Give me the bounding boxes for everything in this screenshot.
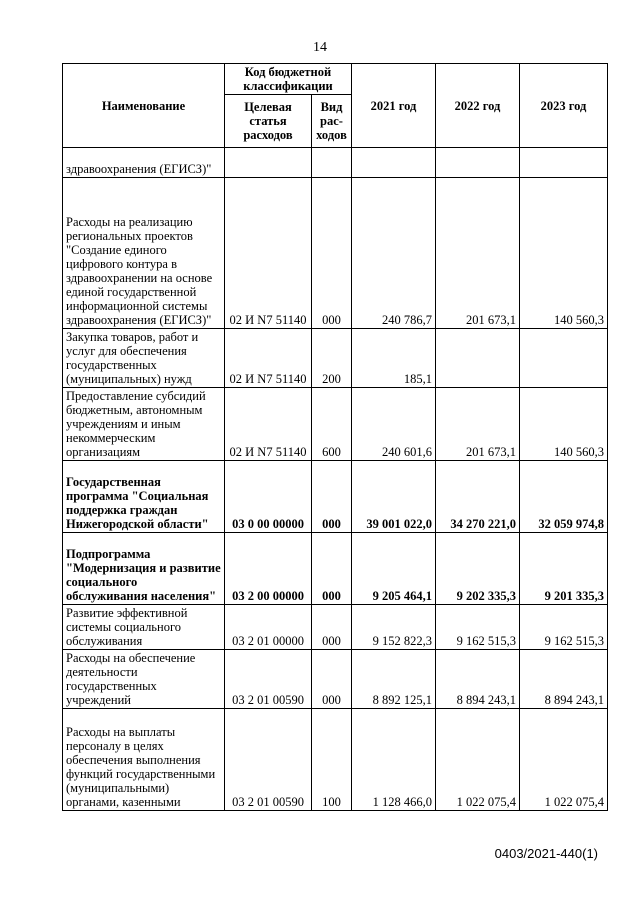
row-value-2022: 9 202 335,3 [436, 533, 520, 605]
row-expense-type: 000 [312, 605, 352, 650]
row-value-2022: 8 894 243,1 [436, 650, 520, 709]
row-name: Предоставление субсидий бюджетным, автономным учреждениям и иным некоммерческим организациям [63, 388, 225, 461]
row-value-2021: 240 786,7 [352, 178, 436, 329]
table-header [63, 64, 608, 148]
row-value-2021: 1 128 466,0 [352, 709, 436, 811]
row-value-2022 [436, 148, 520, 178]
row-value-2023: 9 162 515,3 [520, 605, 608, 650]
row-value-2021: 8 892 125,1 [352, 650, 436, 709]
row-target-article [225, 148, 312, 178]
header-2023: 2023 год [520, 64, 608, 148]
row-value-2022: 9 162 515,3 [436, 605, 520, 650]
header-2022: 2022 год [436, 64, 520, 148]
row-value-2022: 201 673,1 [436, 178, 520, 329]
row-target-article: 03 2 01 00590 [225, 709, 312, 811]
row-target-article: 03 2 00 00000 [225, 533, 312, 605]
row-value-2023: 8 894 243,1 [520, 650, 608, 709]
row-value-2023 [520, 148, 608, 178]
header-expense-type: Вид рас-ходов [312, 95, 352, 148]
row-expense-type: 600 [312, 388, 352, 461]
row-expense-type: 000 [312, 650, 352, 709]
row-value-2022: 201 673,1 [436, 388, 520, 461]
row-target-article: 02 И N7 51140 [225, 178, 312, 329]
header-name: Наименование [63, 64, 225, 148]
page-number: 14 [313, 40, 327, 55]
row-value-2021: 9 152 822,3 [352, 605, 436, 650]
header-kbk: Код бюджетной классификации [225, 64, 352, 95]
row-value-2021: 185,1 [352, 329, 436, 388]
table-row [63, 650, 608, 709]
row-value-2023: 1 022 075,4 [520, 709, 608, 811]
row-name: Подпрограмма "Модернизация и развитие социального обслуживания населения" [63, 533, 225, 605]
row-expense-type: 100 [312, 709, 352, 811]
row-value-2023: 140 560,3 [520, 178, 608, 329]
table-row [63, 388, 608, 461]
row-value-2022 [436, 329, 520, 388]
row-name: Расходы на обеспечение деятельности государственных учреждений [63, 650, 225, 709]
row-value-2021: 39 001 022,0 [352, 461, 436, 533]
table-row [63, 178, 608, 329]
row-expense-type: 000 [312, 461, 352, 533]
table-body [63, 148, 608, 811]
row-target-article: 03 0 00 00000 [225, 461, 312, 533]
row-value-2023: 9 201 335,3 [520, 533, 608, 605]
table-row [63, 329, 608, 388]
row-name: Развитие эффективной системы социального обслуживания [63, 605, 225, 650]
row-value-2023: 140 560,3 [520, 388, 608, 461]
row-value-2021 [352, 148, 436, 178]
row-value-2021: 240 601,6 [352, 388, 436, 461]
row-expense-type: 200 [312, 329, 352, 388]
row-target-article: 03 2 01 00590 [225, 650, 312, 709]
table-row [63, 461, 608, 533]
row-name: Государственная программа "Социальная поддержка граждан Нижегородской области" [63, 461, 225, 533]
row-value-2021: 9 205 464,1 [352, 533, 436, 605]
document-code: 0403/2021-440(1) [494, 846, 598, 861]
row-name: здравоохранения (ЕГИСЗ)" [63, 148, 225, 178]
row-name: Расходы на реализацию региональных проектов "Создание единого цифрового контура в здравоохранении на основе единой государственной информационной системы здравоохранения (ЕГИСЗ)" [63, 178, 225, 329]
row-target-article: 02 И N7 51140 [225, 388, 312, 461]
row-target-article: 03 2 01 00000 [225, 605, 312, 650]
row-value-2022: 1 022 075,4 [436, 709, 520, 811]
table-row [63, 709, 608, 811]
row-value-2023 [520, 329, 608, 388]
table-row [63, 533, 608, 605]
row-target-article: 02 И N7 51140 [225, 329, 312, 388]
row-name: Расходы на выплаты персоналу в целях обеспечения выполнения функций государственными (муниципальными) органами, казенными [63, 709, 225, 811]
row-expense-type: 000 [312, 178, 352, 329]
row-expense-type [312, 148, 352, 178]
row-value-2023: 32 059 974,8 [520, 461, 608, 533]
table-row [63, 148, 608, 178]
header-target-article: Целевая статья расходов [225, 95, 312, 148]
table-row [63, 605, 608, 650]
row-expense-type: 000 [312, 533, 352, 605]
row-value-2022: 34 270 221,0 [436, 461, 520, 533]
header-2021: 2021 год [352, 64, 436, 148]
row-name: Закупка товаров, работ и услуг для обеспечения государственных (муниципальных) нужд [63, 329, 225, 388]
budget-table [62, 63, 608, 811]
